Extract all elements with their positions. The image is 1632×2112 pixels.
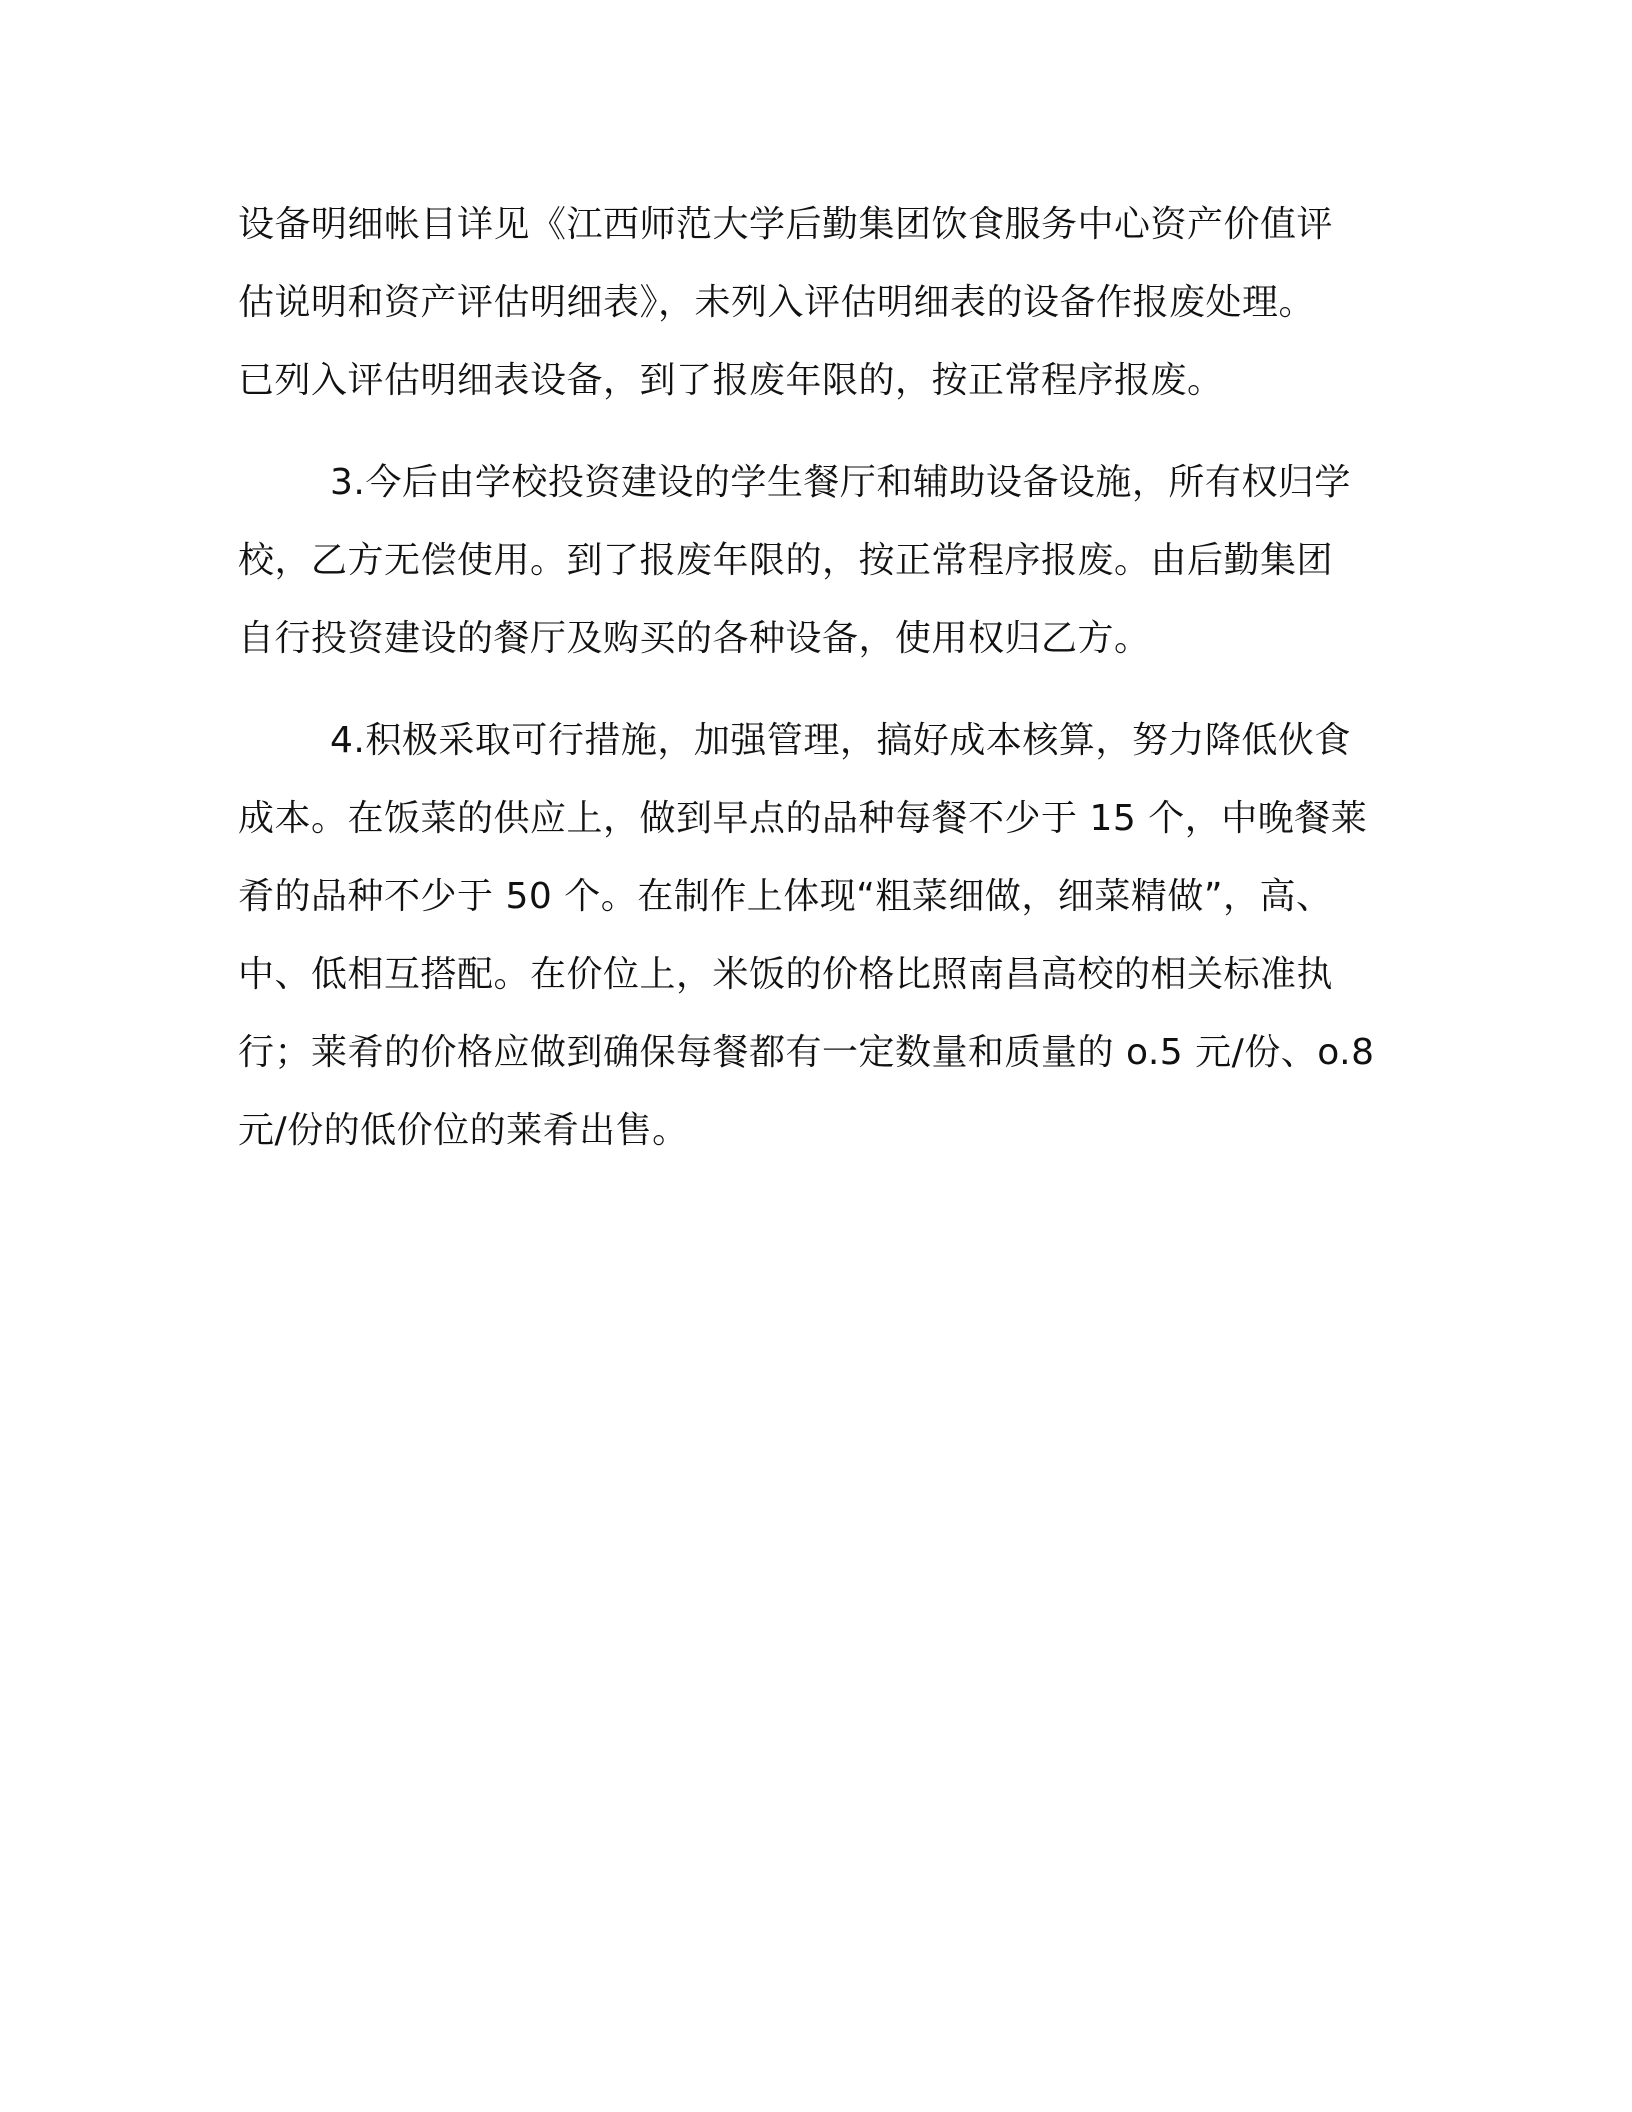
paragraph-line: 肴的品种不少于 50 个。在制作上体现“粗菜细做，细菜精做”，高、	[238, 876, 1333, 917]
paragraph-line: 设备明细帐目详见《江西师范大学后勤集团饮食服务中心资产价值评	[238, 204, 1334, 245]
paragraph-line: 已列入评估明细表设备，到了报废年限的，按正常程序报废。	[238, 360, 1224, 401]
paragraph-1	[238, 186, 1398, 420]
paragraph-line: 行；莱肴的价格应做到确保每餐都有一定数量和质量的 o.5 元/份、o.8	[238, 1032, 1375, 1073]
paragraph-3	[238, 702, 1398, 1170]
paragraph-line: 自行投资建设的餐厅及购买的各种设备，使用权归乙方。	[238, 618, 1151, 659]
paragraph-line: 元/份的低价位的莱肴出售。	[238, 1110, 689, 1151]
document-body	[238, 186, 1398, 1194]
paragraph-line: 4.积极采取可行措施，加强管理，搞好成本核算，努力降低伙食	[330, 720, 1351, 761]
paragraph-line: 中、低相互搭配。在价位上，米饭的价格比照南昌高校的相关标准执	[238, 954, 1334, 995]
paragraph-line: 估说明和资产评估明细表》，未列入评估明细表的设备作报废处理。	[238, 282, 1316, 323]
paragraph-line: 校，乙方无偿使用。到了报废年限的，按正常程序报废。由后勤集团	[238, 540, 1334, 581]
paragraph-line: 3.今后由学校投资建设的学生餐厅和辅助设备设施，所有权归学	[330, 462, 1351, 503]
paragraph-line: 成本。在饭菜的供应上，做到早点的品种每餐不少于 15 个，中晚餐莱	[238, 798, 1368, 839]
paragraph-2	[238, 444, 1398, 678]
